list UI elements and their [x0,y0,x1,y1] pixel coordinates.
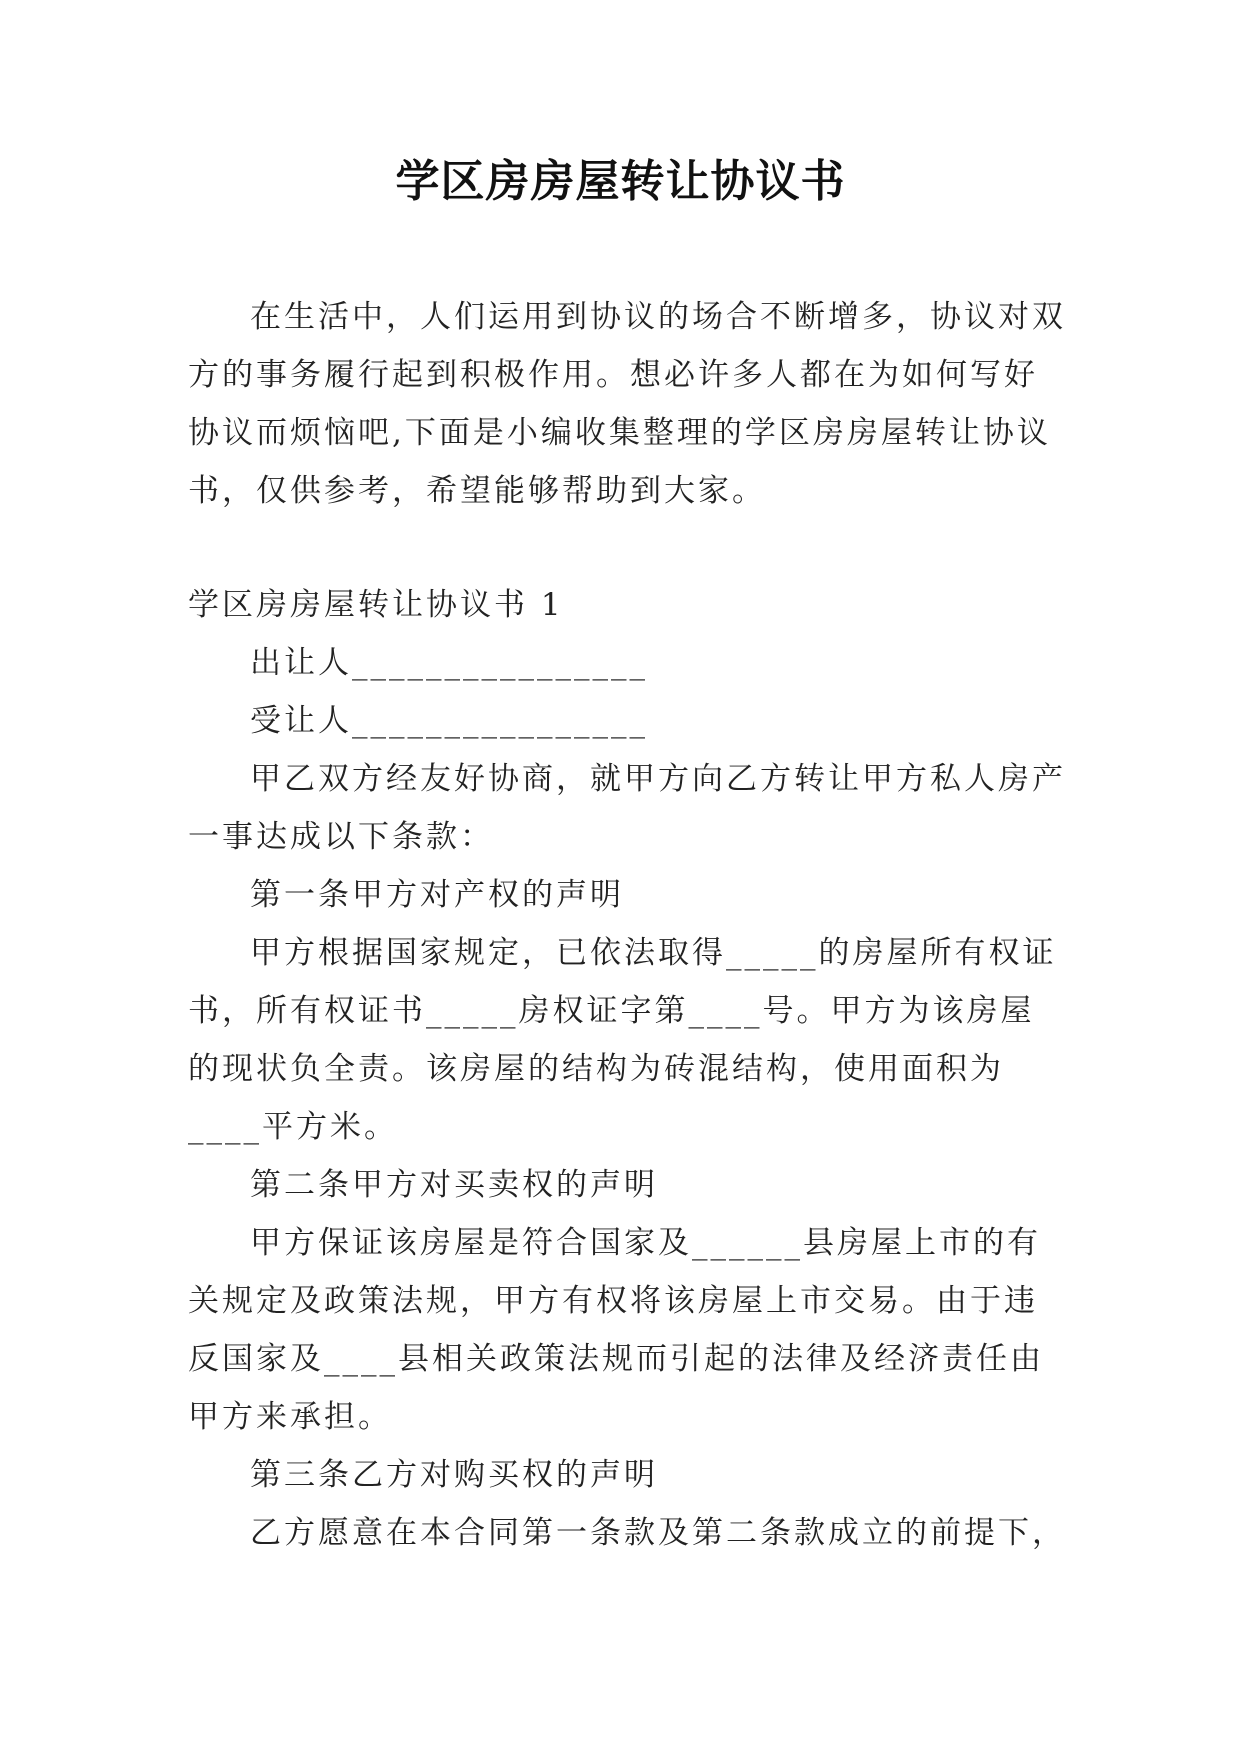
article-3-body: 乙方愿意在本合同第一条款及第二条款成立的前提下， [250,1515,1066,1551]
transferor-line: 出让人________________ [250,645,648,681]
preamble-paragraph: 甲乙双方经友好协商，就甲方向乙方转让甲方私人房产一事达成以下条款： [188,761,1066,855]
article-1-heading: 第一条甲方对产权的声明 [250,877,624,913]
transferee-line: 受让人________________ [250,703,648,739]
paragraph-gap [188,520,1068,576]
article-2-heading: 第二条甲方对买卖权的声明 [250,1167,658,1203]
document-body [188,288,1068,1562]
section-heading: 学区房房屋转让协议书 1 [188,587,564,623]
intro-paragraph: 在生活中，人们运用到协议的场合不断增多，协议对双方的事务履行起到积极作用。想必许多人都在为如何写好协议而烦恼吧,下面是小编收集整理的学区房房屋转让协议书，仅供参考，希望能够帮助到大家。 [188,299,1066,509]
article-1-body: 甲方根据国家规定，已依法取得_____的房屋所有权证书，所有权证书_____房权证字第____号。甲方为该房屋的现状负全责。该房屋的结构为砖混结构，使用面积为____平方米。 [188,935,1057,1145]
document-title: 学区房房屋转让协议书 [395,156,846,207]
article-2-body: 甲方保证该房屋是符合国家及______县房屋上市的有关规定及政策法规，甲方有权将该房屋上市交易。由于违反国家及____县相关政策法规而引起的法律及经济责任由甲方来承担。 [188,1225,1044,1435]
article-3-heading: 第三条乙方对购买权的声明 [250,1457,658,1493]
